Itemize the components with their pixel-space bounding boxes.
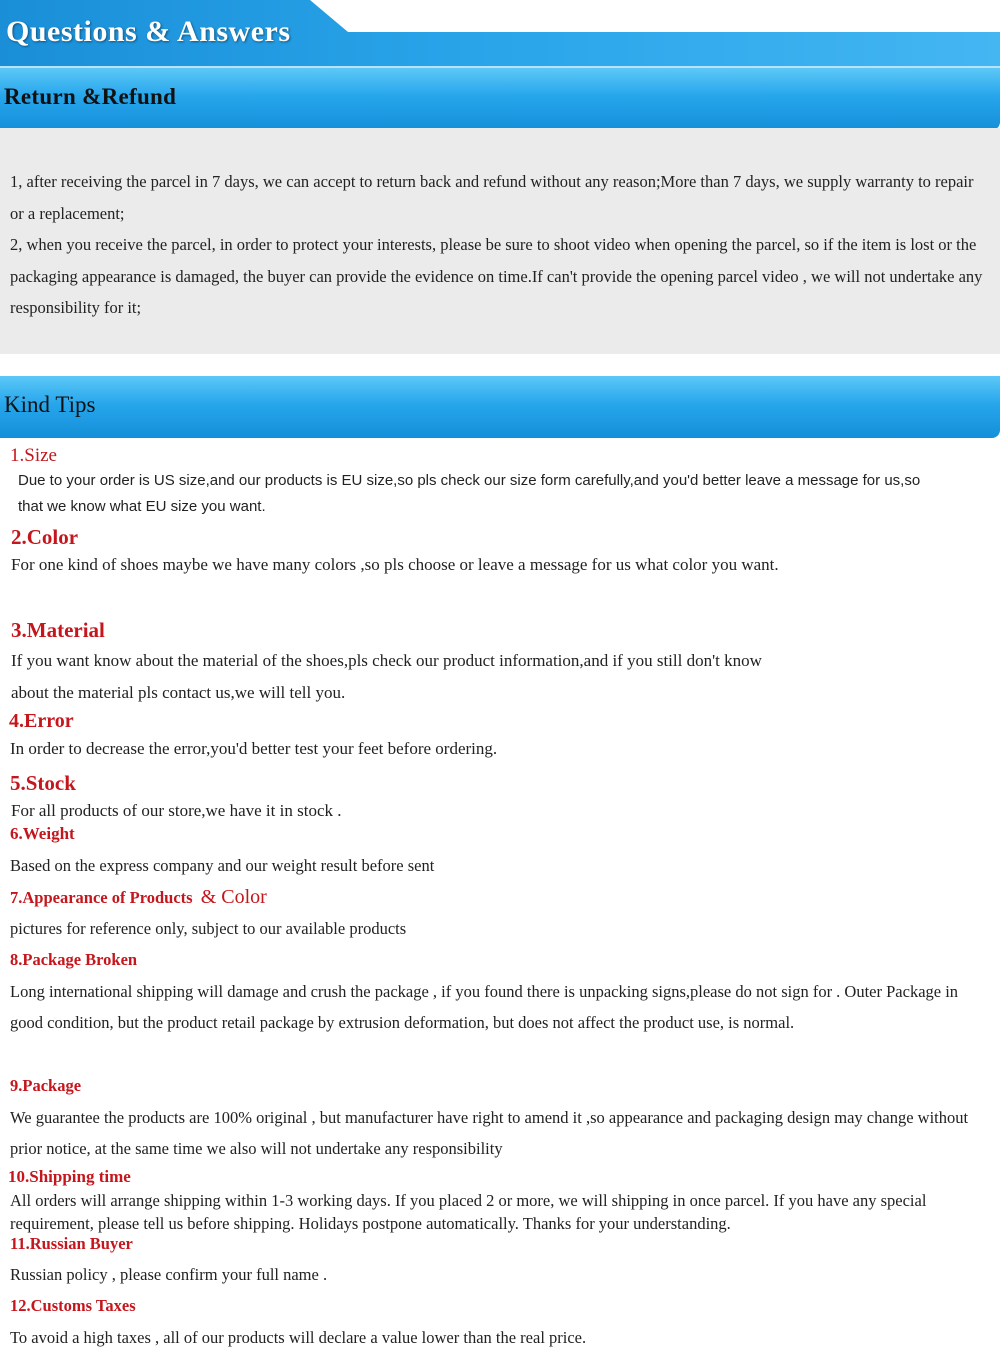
page-title: Questions & Answers xyxy=(6,15,291,48)
tip-heading: 9.Package xyxy=(10,1076,82,1095)
tip-text: To avoid a high taxes , all of our products will declare a value lower than the real price. xyxy=(10,1328,587,1347)
qa-header-banner xyxy=(0,0,1000,68)
tip-heading: 12.Customs Taxes xyxy=(10,1296,136,1315)
tip-heading: 2.Color xyxy=(11,525,79,549)
tip-text: For one kind of shoes maybe we have many colors ,so pls choose or leave a message for us what color you want. xyxy=(11,555,779,574)
tip-text: pictures for reference only, subject to our available products xyxy=(10,919,407,938)
tip-heading: 11.Russian Buyer xyxy=(10,1234,133,1253)
header-tab-cut xyxy=(310,0,1000,32)
tip-heading: 6.Weight xyxy=(10,824,75,843)
tip-text: Russian policy , please confirm your full name . xyxy=(10,1265,328,1284)
tip-text: All orders will arrange shipping within 1-3 working days. If you placed 2 or more, we will shipping in once parcel. If you have any special requirement, please tell us before shipping. Holidays postpone automatically. Thanks for your understanding. xyxy=(10,1191,927,1233)
return-refund-box xyxy=(0,128,1000,354)
return-refund-title: Return &Refund xyxy=(4,84,177,109)
tip-text: If you want know about the material of the shoes,pls check our product information,and if you still don't know about the material pls contact us,we will tell you. xyxy=(11,651,762,702)
kind-tips-title: Kind Tips xyxy=(4,392,96,417)
tip-heading: 1.Size xyxy=(10,445,57,466)
tip-text: Based on the express company and our weight result before sent xyxy=(10,856,435,875)
tip-heading: 3.Material xyxy=(11,618,105,642)
tip-text: Long international shipping will damage and crush the package , if you found there is unpacking signs,please do not sign for . Outer Package in good condition, but the product retail package by extrusion deformation, but does not affect the product use, is normal. xyxy=(10,982,959,1032)
tip-heading: 4.Error xyxy=(9,710,74,732)
tip-heading: 8.Package Broken xyxy=(10,950,138,969)
tip-heading xyxy=(10,886,267,909)
kind-tips-bar xyxy=(0,376,1000,438)
tip-heading: 10.Shipping time xyxy=(8,1167,131,1186)
tip-heading-suffix: & Color xyxy=(200,886,267,908)
return-refund-bar xyxy=(0,68,1000,130)
tip-heading: 5.Stock xyxy=(10,771,76,795)
tip-heading-main: 7.Appearance of Products xyxy=(10,888,193,907)
return-paragraph-2: 2, when you receive the parcel, in order to protect your interests, please be sure to shoot video when opening the parcel, so if the item is lost or the packaging appearance is damaged, the buyer can provide the evidence on time.If can't provide the opening parcel video , we will not undertake any responsibility for it; xyxy=(10,235,983,317)
tip-text: For all products of our store,we have it in stock . xyxy=(11,801,342,820)
return-paragraph-1: 1, after receiving the parcel in 7 days, we can accept to return back and refund without any reason;More than 7 days, we supply warranty to repair or a replacement; xyxy=(10,172,974,223)
tip-text: We guarantee the products are 100% original , but manufacturer have right to amend it ,so appearance and packaging design may change without prior notice, at the same time we also will not undertake any responsibility xyxy=(10,1108,969,1158)
tip-text: In order to decrease the error,you'd better test your feet before ordering. xyxy=(10,739,498,758)
tip-text: Due to your order is US size,and our products is EU size,so pls check our size form carefully,and you'd better leave a message for us,so that we know what EU size you want. xyxy=(18,472,921,515)
